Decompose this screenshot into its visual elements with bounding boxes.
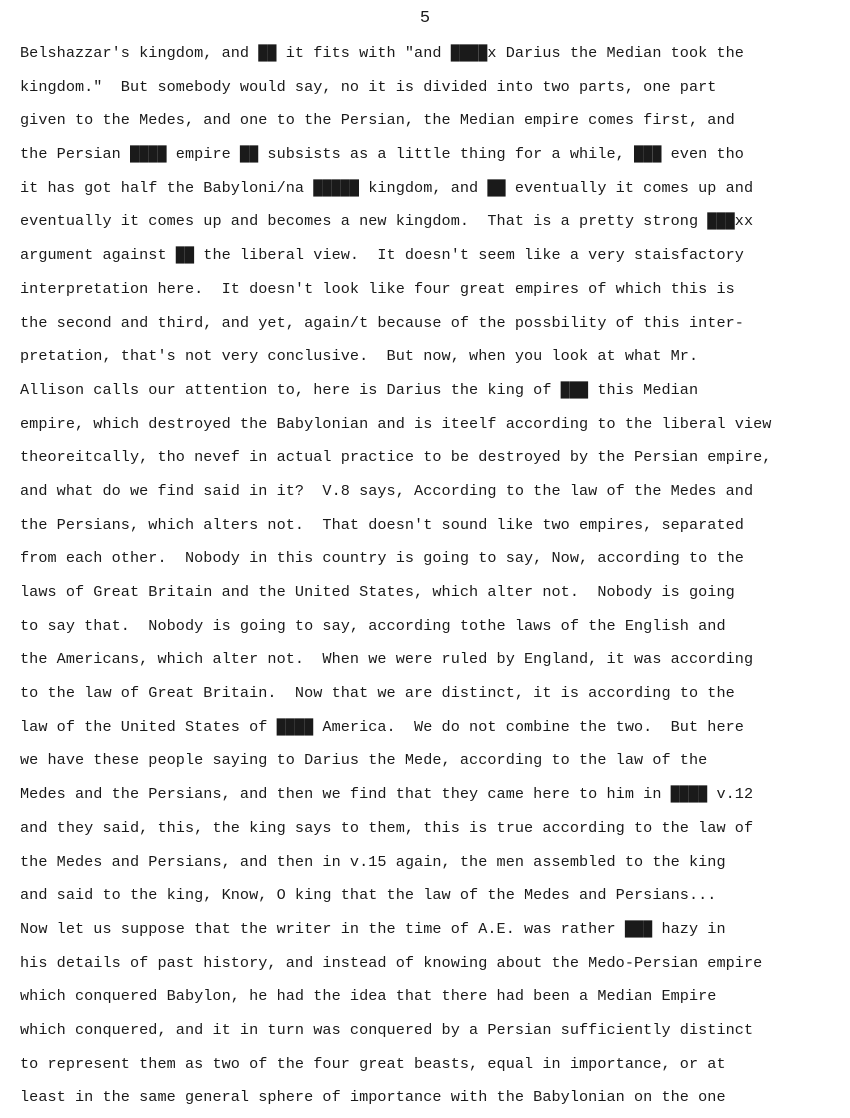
text-line: least in the same general sphere of importance with the Babylonian on the one bbox=[20, 1088, 726, 1107]
text-line: to the law of Great Britain. Now that we are distinct, it is according to the bbox=[20, 684, 735, 703]
text-line: given to the Medes, and one to the Persian, the Median empire comes first, and bbox=[20, 111, 735, 130]
text-line: it has got half the Babyloni/na █████ kingdom, and ██ eventually it comes up and bbox=[20, 178, 754, 197]
text-line: to say that. Nobody is going to say, according tothe laws of the English and bbox=[20, 616, 726, 635]
text-line: to represent them as two of the four great beasts, equal in importance, or at bbox=[20, 1054, 726, 1073]
text-line: which conquered Babylon, he had the idea that there had been a Median Empire bbox=[20, 987, 717, 1006]
text-line: Belshazzar's kingdom, and ██ it fits with "and ████x Darius the Median took the bbox=[20, 44, 744, 62]
text-line: and what do we find said in it? V.8 says, According to the law of the Medes and bbox=[20, 481, 754, 500]
text-line: empire, which destroyed the Babylonian and is iteelf according to the liberal view bbox=[20, 414, 772, 433]
text-line: kingdom." But somebody would say, no it is divided into two parts, one part bbox=[20, 77, 717, 96]
text-line: eventually it comes up and becomes a new kingdom. That is a pretty strong ███xx bbox=[20, 212, 754, 231]
text-line: we have these people saying to Darius the Mede, according to the law of the bbox=[20, 751, 708, 770]
text-line: theoreitcally, tho nevef in actual practice to be destroyed by the Persian empire, bbox=[20, 448, 772, 467]
text-line: his details of past history, and instead of knowing about the Medo-Persian empire bbox=[20, 953, 763, 972]
text-line: laws of Great Britain and the United States, which alter not. Nobody is going bbox=[20, 583, 735, 601]
text-line: argument against ██ the liberal view. It doesn't seem like a very staisfactory bbox=[20, 246, 744, 265]
text-line: from each other. Nobody in this country is going to say, Now, according to the bbox=[20, 549, 744, 568]
text-line: the Persian ████ empire ██ subsists as a little thing for a while, ███ even tho bbox=[20, 145, 744, 164]
page-number: 5 bbox=[419, 9, 431, 28]
text-line: Allison calls our attention to, here is Darius the king of ███ this Median bbox=[20, 380, 699, 399]
typewritten-body bbox=[20, 40, 850, 1118]
text-line: Now let us suppose that the writer in the time of A.E. was rather ███ hazy in bbox=[20, 919, 726, 938]
text-line: interpretation here. It doesn't look like four great empires of which this is bbox=[20, 279, 735, 298]
text-line: which conquered, and it in turn was conquered by a Persian sufficiently distinct bbox=[20, 1020, 754, 1039]
text-line: the Medes and Persians, and then in v.15 again, the men assembled to the king bbox=[20, 852, 726, 871]
text-line: and said to the king, Know, O king that the law of the Medes and Persians... bbox=[20, 886, 717, 905]
text-line: the second and third, and yet, again/t because of the possbility of this inter- bbox=[20, 313, 744, 332]
text-line: law of the United States of ████ America. We do not combine the two. But here bbox=[20, 717, 744, 736]
text-line: pretation, that's not very conclusive. But now, when you look at what Mr. bbox=[20, 347, 699, 366]
text-line: the Persians, which alters not. That doesn't sound like two empires, separated bbox=[20, 515, 744, 534]
text-line: the Americans, which alter not. When we were ruled by England, it was according bbox=[20, 650, 754, 669]
text-line: and they said, this, the king says to them, this is true according to the law of bbox=[20, 818, 754, 837]
text-line: Medes and the Persians, and then we find that they came here to him in ████ v.12 bbox=[20, 785, 754, 804]
